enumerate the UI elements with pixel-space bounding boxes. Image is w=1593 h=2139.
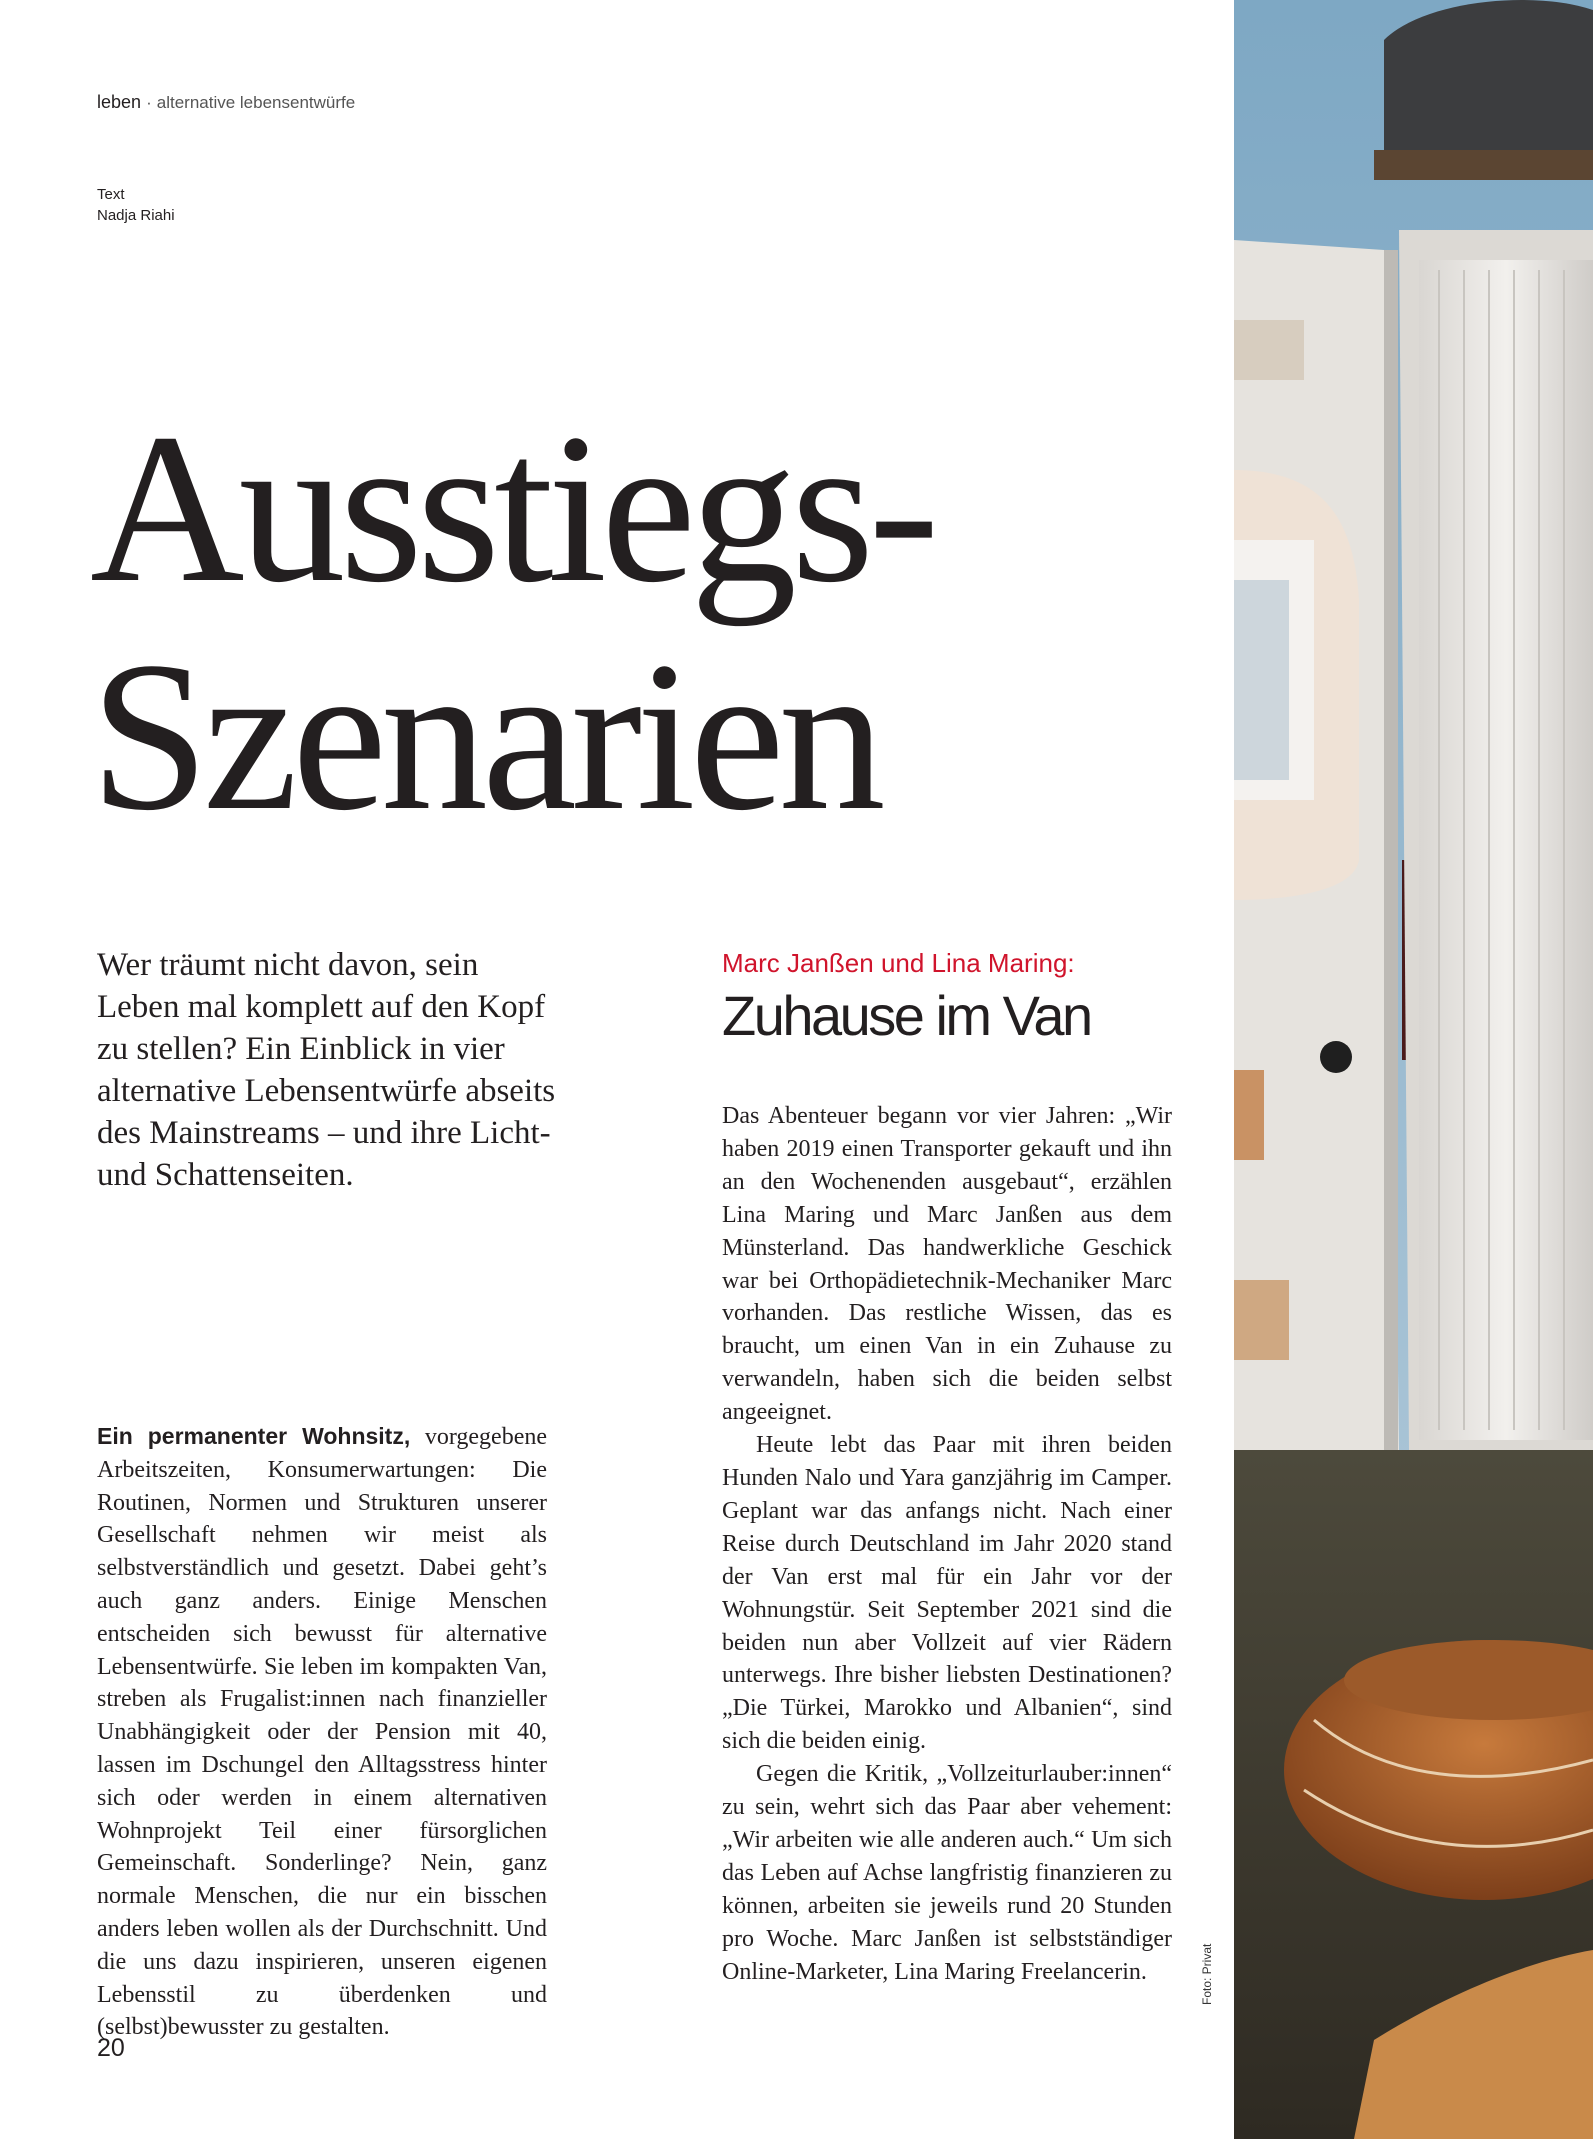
van-photo (1234, 0, 1593, 2139)
article-column (722, 946, 1172, 1988)
article-paragraph: Das Abenteuer begann vor vier Jahren: „Wir haben 2019 einen Transporter gekauft und ihn an den Wochenenden ausgebaut“, erzählen Lina Maring und Marc Janßen aus dem Münsterland. Das handwerkliche Geschick war bei Orthopädietechnik-Mechaniker Marc vorhanden. Das restliche Wissen, das es braucht, um einen Van in ein Zuhause zu verwandeln, haben sich die beiden selbst angeeignet. (722, 1103, 1172, 1426)
section-kicker (97, 92, 355, 113)
byline-author: Nadja Riahi (97, 207, 175, 224)
photo-credit: Foto: Privat (1200, 1943, 1214, 2005)
article-title: Zuhause im Van (722, 984, 1091, 1047)
teaser-text: Wer träumt nicht davon, sein Leben mal komplett auf den Kopf zu stellen? Ein Einblick in vier alternative Lebensentwürfe abseits des Mainstreams – und ihre Licht- und Schattenseiten. (97, 947, 556, 1193)
van-photo-illustration (1234, 0, 1593, 2139)
byline (97, 184, 175, 226)
article-kicker: Marc Janßen und Lina Maring: (722, 948, 1075, 978)
article-body (722, 1100, 1172, 1988)
page-title-line-2: Szenarien (90, 618, 880, 855)
article-paragraph: Heute lebt das Paar mit ihren beiden Hunden Nalo und Yara ganzjährig im Camper. Geplant war das anfangs nicht. Nach einer Reise durch Deutschland im Jahr 2020 stand der Van erst mal für ein Jahr vor der Wohnungstür. Seit September 2021 sind die beiden nun aber Vollzeit auf vier Rädern unterwegs. Ihre bisher liebsten Destinationen? „Die Türkei, Marokko und Albanien“, sind sich die beiden einig. (722, 1432, 1172, 1755)
page-title (90, 390, 934, 855)
article-paragraph: Gegen die Kritik, „Vollzeiturlauber:innen“ zu sein, wehrt sich das Paar aber vehement: „Wir arbeiten wie alle anderen auch.“ Um sich das Leben auf Achse langfristig finanzieren zu können, arbeiten sie jeweils rund 20 Stunden pro Woche. Marc Janßen ist selbstständiger Online-Marketer, Lina Maring Freelancerin. (722, 1761, 1172, 1985)
section-name: leben (97, 92, 142, 112)
lead-text: vorgegebene Arbeitszeiten, Konsumerwartungen: Die Routinen, Normen und Strukturen unserer Gesellschaft nehmen wir meist als selbstverständlich und gesetzt. Dabei geht’s auch ganz anders. Einige Menschen entscheiden sich bewusst für alternative Lebensentwürfe. Sie leben im kompakten Van, streben als Frugalist:innen nach finanzieller Unabhängigkeit oder der Pension mit 40, lassen im Dschungel den Alltagsstress hinter sich oder werden in einem alternativen Wohnprojekt Teil einer fürsorglichen Gemeinschaft. Sonderlinge? Nein, ganz normale Menschen, die nur ein bisschen anders leben wollen als der Durchschnitt. Und die uns dazu inspirieren, unseren eigenen Lebensstil zu überdenken und (selbst)bewusster zu gestalten. (97, 1424, 548, 2041)
section-separator: · (146, 93, 152, 112)
page-title-line-1: Ausstiegs- (90, 390, 934, 627)
byline-label: Text (97, 186, 125, 203)
page-number: 20 (97, 2034, 125, 2062)
lead-paragraph (97, 1420, 547, 2044)
section-topic: alternative lebensentwürfe (156, 93, 356, 112)
lead-in: Ein permanenter Wohnsitz, (97, 1423, 411, 1449)
